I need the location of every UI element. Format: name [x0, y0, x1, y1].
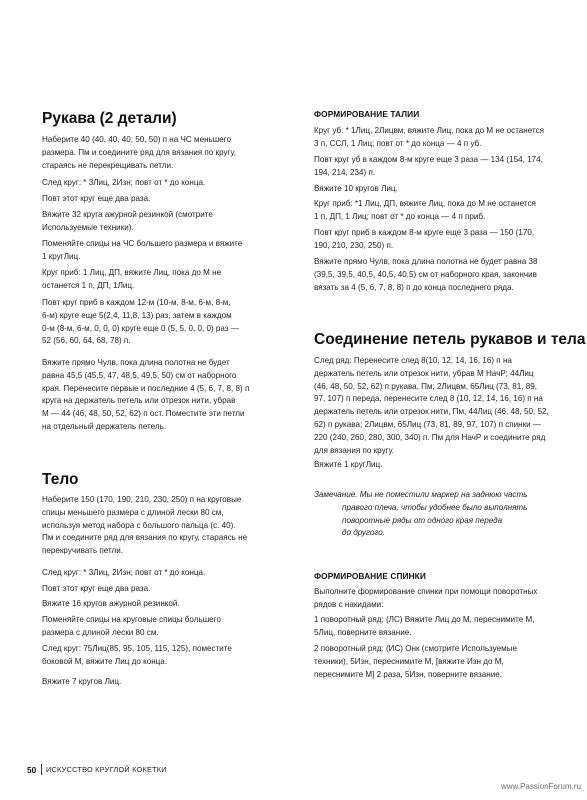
note-line: правого плеча, чтобы удобнее было выполнять — [342, 502, 528, 512]
text-line: Круг уб: * 1Лиц, 2Лицвм, вяжите Лиц, пока до М не останется — [314, 126, 545, 135]
join-note — [314, 489, 527, 540]
paragraph — [314, 459, 382, 472]
paragraph — [42, 614, 221, 640]
paragraph — [42, 643, 232, 669]
text-line: Наберите 40 (40, 40, 40, 50, 50) п на ЧС меньшего — [42, 135, 232, 144]
text-line: боковой М, вяжите Лиц до конца. — [42, 656, 168, 666]
paragraph — [42, 209, 213, 235]
text-line: (46, 48, 50, 52, 62) п рукава, Пм; 2Лицвм, 65Лиц (73, 81, 89, — [314, 381, 537, 391]
text-line: След круг: * 3Лиц, 2Изн; повт от * до конца. — [42, 178, 206, 187]
paragraph — [314, 154, 543, 180]
paragraph — [42, 567, 205, 580]
waist-heading: ФОРМИРОВАНИЕ ТАЛИИ — [314, 109, 420, 119]
text-line: 52 (56, 60, 64, 68, 78) п. — [42, 336, 131, 346]
text-line: Поменяйте спицы на круговые спицы большего — [42, 615, 221, 624]
text-line: 220 (240, 260, 280, 300, 340) п. Пм для НачР и соедините ряд — [314, 432, 546, 442]
paragraph — [42, 357, 249, 434]
body-heading: Тело — [42, 471, 79, 488]
text-line: Выполните формирование спинки при помощи поворотных — [314, 587, 538, 596]
text-line: держатель петель или отрезок нити, убрав М НачР; 44Лиц — [314, 368, 534, 378]
text-line: Круг приб: 1 Лиц, ДП, вяжите Лиц, пока до М не — [42, 268, 222, 277]
text-line: спицы меньшего размера с длиной лески 80 см, — [42, 507, 224, 517]
text-line: Вяжите 7 кругов Лиц. — [42, 677, 122, 686]
text-line: 194, 214, 234) п. — [314, 167, 376, 177]
paragraph — [314, 256, 537, 294]
text-line: Повт круг приб в каждом 8-м круге еще 3 раза — 150 (170, — [314, 228, 535, 237]
text-line: останется 1 п, ДП, 1Лиц. — [42, 280, 135, 290]
text-line: переснимите М] 2 раза, 5Изн, поверните вязание. — [314, 669, 502, 679]
text-line: Повт круг уб в каждом 8-м круге еще 3 раза — 134 (154, 174, — [314, 155, 543, 164]
text-line: 1 кругЛиц. — [42, 251, 81, 261]
text-line: для вязания по кругу. — [314, 445, 395, 455]
text-line: размера. Пм и соедините ряд для вязания по кругу, — [42, 147, 236, 157]
text-line: равна 45,5 (45,5, 47, 48,5, 49,5, 50) см от наборного — [42, 370, 237, 380]
text-line: используя метод набора с большого пальца (с. 40). — [42, 520, 236, 530]
text-line: Круг приб: *1 Лиц, ДП, вяжите Лиц, пока до М не останется — [314, 199, 536, 208]
text-line: След круг: 75Лиц(85, 95, 105, 115, 125), поместите — [42, 644, 232, 653]
text-line: 2 поворотный ряд: (ИС) Онк (смотрите Используемые — [314, 644, 517, 653]
paragraph — [42, 494, 247, 558]
text-line: вязать за 4 (5, 6, 7, 8, 8) п до конца последнего ряда. — [314, 282, 514, 292]
text-line: на отдельный держатель петель. — [42, 421, 167, 431]
paragraph — [314, 227, 534, 253]
page-number: 50 — [27, 765, 37, 775]
paragraph — [42, 134, 236, 172]
text-line: Повт этот круг еще два раза. — [42, 584, 151, 593]
join-heading: Соединение петель рукавов и тела — [314, 331, 586, 348]
text-line: Пм и соедините ряд для вязания по кругу, стараясь не — [42, 533, 248, 543]
paragraph — [314, 614, 535, 640]
text-line: Вяжите 32 круга ажурной резинкой (смотрите — [42, 210, 213, 219]
text-line: рядов с накидами: — [314, 599, 384, 609]
text-line: техники), 5Изн, переснимите М, [вяжите Изн до М, — [314, 656, 504, 666]
paragraph — [42, 297, 239, 348]
text-line: М — 44 (46, 48, 50, 52, 62) п ост. Поместите эти петли — [42, 409, 245, 419]
note-line: поворотные ряды от одного края переда — [342, 515, 503, 525]
note-line: до другого. — [342, 528, 386, 538]
note-line: Замечание. Мы не поместили маркер на заднюю часть — [314, 490, 528, 499]
text-line: 6-м) круге еще 5(2,4, 11,8, 13) раз, затем в каждом — [42, 310, 232, 320]
text-line: стараясь не перекрещивать петли. — [42, 160, 174, 170]
text-line: Повт этот круг еще два раза. — [42, 194, 151, 203]
paragraph — [314, 643, 517, 681]
text-line: 0-м (8-м, 6-м, 0, 0, 0) круге еще 0 (5, 5, 0, 0, 0) раз — — [42, 323, 239, 333]
running-title: ИСКУССТВО КРУГЛОЙ КОКЕТКИ — [46, 765, 167, 774]
text-line: Вяжите 16 кругов ажурной резинкой. — [42, 599, 180, 608]
paragraph — [314, 125, 544, 151]
text-line: 1 п, ДП, 1 Лиц; повт от * до конца — 4 п приб. — [314, 211, 486, 221]
paragraph — [42, 598, 180, 611]
text-line: (39,5, 39,5, 40,5, 40,5, 40,5) см от наборного края, закончив — [314, 269, 537, 279]
text-line: 5Лиц, поверните вязание. — [314, 627, 412, 637]
text-line: Вяжите прямо Чулв, пока длина полотна не будет — [42, 358, 230, 367]
paragraph — [42, 193, 150, 206]
text-line: 3 п, ССЛ, 1 Лиц; повт от * до конца — 4 п уб. — [314, 138, 482, 148]
text-line: Поменяйте спицы на ЧС большего размера и вяжите — [42, 239, 243, 248]
paragraph — [314, 183, 398, 196]
text-line: 62) п рукава; 2Лицвм, 65Лиц (73, 81, 89, 97, 107) п спинки — — [314, 419, 542, 429]
text-line: Вяжите прямо Чулв, пока длина полотна не будет равна 38 — [314, 257, 538, 266]
paragraph — [42, 267, 221, 293]
paragraph — [42, 676, 121, 689]
text-line: Вяжите 1 кругЛиц. — [314, 460, 383, 469]
paragraph — [42, 583, 150, 596]
text-line: След ряд: Перенесите след 8(10, 12, 14, 16, 16) п на — [314, 356, 512, 365]
paragraph — [314, 355, 549, 457]
paragraph — [314, 198, 536, 224]
paragraph — [42, 238, 242, 264]
text-line: Вяжите 10 кругов Лиц. — [314, 184, 398, 193]
text-line: края. Перенесите первые и последние 4 (5, 6, 7, 8, 8) п — [42, 383, 250, 393]
text-line: держатель петель или отрезок нити, Пм, 44Лиц (46, 48, 50, 52, — [314, 407, 549, 417]
text-line: 1 поворотный ряд: (ЛС) Вяжите Лиц до М, переснимите М, — [314, 615, 535, 624]
back-heading: ФОРМИРОВАНИЕ СПИНКИ — [314, 571, 426, 581]
paragraph — [314, 586, 537, 612]
text-line: круга на держатель петель или отрезок нити, убрав — [42, 396, 236, 406]
text-line: 190, 210, 230, 250) п. — [314, 240, 394, 250]
text-line: перекручивать петли. — [42, 546, 123, 556]
footer-separator — [41, 764, 42, 775]
watermark: www.PassionForum.ru — [500, 782, 581, 791]
text-line: 97, 107) п переда, перенесите след 8 (10, 12, 14, 16, 16) п на — [314, 394, 543, 404]
paragraph — [42, 177, 205, 190]
text-line: Повт круг приб в каждом 12-м (10-м, 8-м, 6-м, 8-м, — [42, 298, 231, 307]
text-line: След круг: * 3Лиц, 2Изн; повт от * до конца. — [42, 568, 206, 577]
sleeves-heading: Рукава (2 детали) — [42, 110, 177, 127]
text-line: размера с длиной лески 80 см. — [42, 627, 159, 637]
text-line: Используемые техники). — [42, 222, 134, 232]
text-line: Наберите 150 (170, 190, 210, 230, 250) п на круговые — [42, 495, 242, 504]
